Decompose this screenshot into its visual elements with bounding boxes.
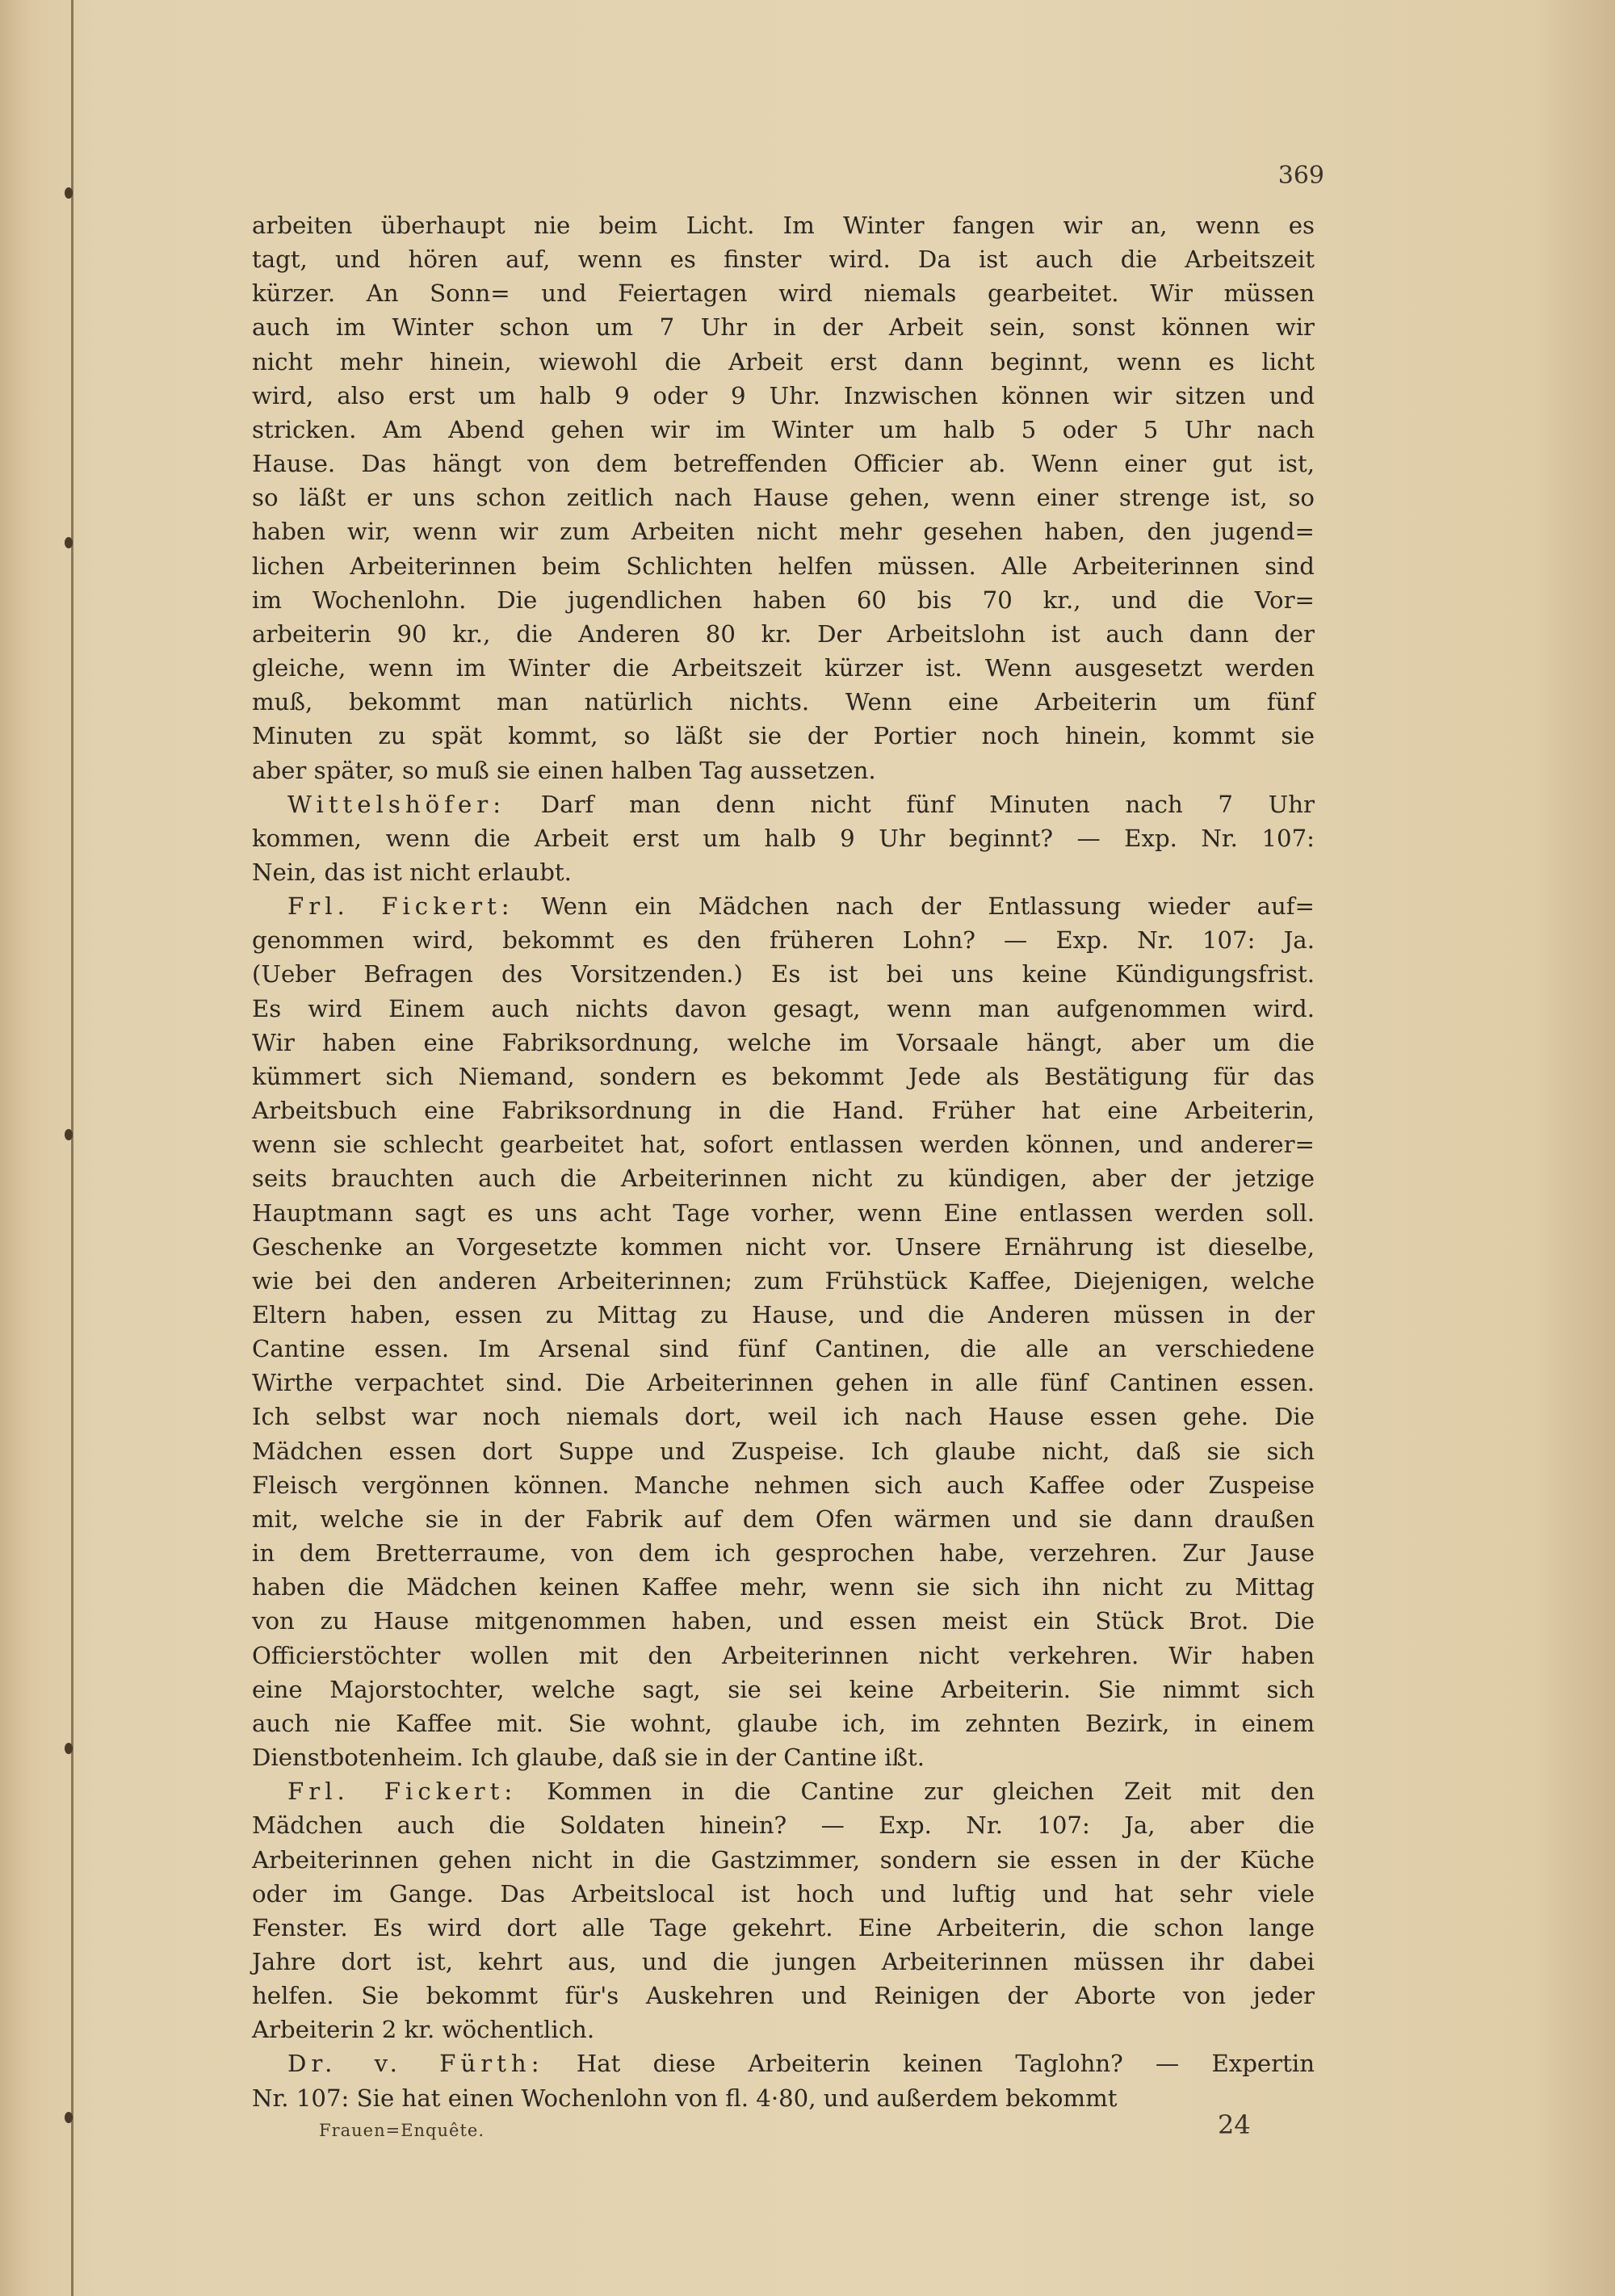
- line-text: Officierstöchter wollen mit den Arbeiterinnen nicht verkehren. Wir haben: [252, 1641, 1315, 1669]
- text-line: [252, 549, 1315, 583]
- text-line: [252, 379, 1315, 413]
- line-text: Mädchen essen dort Suppe und Zuspeise. Ich glaube nicht, daß sie sich: [252, 1437, 1315, 1465]
- text-line: [252, 1502, 1315, 1536]
- text-line: [252, 276, 1315, 310]
- binding-mark: [65, 1129, 73, 1140]
- line-text: Geschenke an Vorgesetzte kommen nicht vor. Unsere Ernährung ist dieselbe,: [252, 1232, 1315, 1261]
- line-text: kommen, wenn die Arbeit erst um halb 9 Uhr beginnt? — Exp. Nr. 107:: [252, 824, 1315, 852]
- line-text: Eltern haben, essen zu Mittag zu Hause, und die Anderen müssen in der: [252, 1301, 1315, 1328]
- text-line: [252, 617, 1315, 651]
- speaker-name: Frl. Fickert:: [287, 1778, 518, 1806]
- text-line: [252, 923, 1315, 957]
- text-line: [252, 1945, 1315, 1979]
- text-line: [252, 1639, 1315, 1673]
- text-line: [252, 719, 1315, 753]
- speaker-name: Wittelshöfer:: [287, 790, 506, 818]
- line-text: Fleisch vergönnen können. Manche nehmen sich auch Kaffee oder Zuspeise: [252, 1471, 1315, 1499]
- line-text: Arbeitsbuch eine Fabriksordnung in die Hand. Früher hat eine Arbeiterin,: [252, 1097, 1315, 1125]
- line-text: im Wochenlohn. Die jugendlichen haben 60 bis 70 kr., und die Vor=: [252, 586, 1315, 614]
- text-line: [252, 1979, 1315, 2013]
- footer-title: Frauen=Enquête.: [319, 2121, 484, 2140]
- text-line: [252, 1706, 1315, 1740]
- binding-mark: [65, 2112, 73, 2123]
- signature-mark: 24: [1218, 2109, 1251, 2140]
- line-text: seits brauchten auch die Arbeiterinnen nicht zu kündigen, aber der jetzige: [252, 1165, 1315, 1193]
- line-text: wenn sie schlecht gearbeitet hat, sofort entlassen werden können, und anderer=: [252, 1131, 1315, 1159]
- line-text: haben wir, wenn wir zum Arbeiten nicht mehr gesehen haben, den jugend=: [252, 518, 1315, 546]
- text-line: [252, 685, 1315, 719]
- line-text: eine Majorstochter, welche sagt, sie sei keine Arbeiterin. Sie nimmt sich: [252, 1675, 1315, 1703]
- line-text: wie bei den anderen Arbeiterinnen; zum Frühstück Kaffee, Diejenigen, welche: [252, 1266, 1315, 1295]
- text-line: [252, 1093, 1315, 1127]
- line-text: Arbeiterin 2 kr. wöchentlich.: [252, 2016, 595, 2044]
- text-line: [252, 1230, 1315, 1264]
- line-text: Ich selbst war noch niemals dort, weil ich nach Hause essen gehe. Die: [252, 1403, 1315, 1431]
- text-line: [252, 242, 1315, 276]
- text-line: [252, 2081, 1315, 2115]
- line-text: lichen Arbeiterinnen beim Schlichten helfen müssen. Alle Arbeiterinnen sind: [252, 552, 1315, 580]
- text-line: [252, 1774, 1315, 1808]
- line-text: Cantine essen. Im Arsenal sind fünf Cantinen, die alle an verschiedene: [252, 1335, 1315, 1363]
- text-line: [252, 413, 1315, 447]
- line-text: von zu Hause mitgenommen haben, und essen meist ein Stück Brot. Die: [252, 1607, 1315, 1635]
- line-text: arbeiten überhaupt nie beim Licht. Im Winter fangen wir an, wenn es: [252, 212, 1315, 239]
- line-text: Darf man denn nicht fünf Minuten nach 7 Uhr: [540, 790, 1315, 818]
- line-text: Hause. Das hängt von dem betreffenden Officier ab. Wenn einer gut ist,: [252, 450, 1315, 478]
- text-line: [252, 1264, 1315, 1298]
- text-line: [252, 514, 1315, 548]
- text-line: [252, 753, 1315, 787]
- text-line: [252, 1161, 1315, 1195]
- binding-mark: [65, 537, 73, 548]
- text-line: [252, 1570, 1315, 1604]
- text-line: [252, 1911, 1315, 1945]
- text-line: [252, 447, 1315, 481]
- line-text: gleiche, wenn im Winter die Arbeitszeit kürzer ist. Wenn ausgesetzt werden: [252, 654, 1315, 682]
- line-text: (Ueber Befragen des Vorsitzenden.) Es ist bei uns keine Kündigungsfrist.: [252, 960, 1315, 988]
- speaker-name: Dr. v. Fürth:: [287, 2050, 544, 2078]
- line-text: Kommen in die Cantine zur gleichen Zeit mit den: [547, 1778, 1315, 1806]
- line-text: Jahre dort ist, kehrt aus, und die jungen Arbeiterinnen müssen ihr dabei: [252, 1947, 1315, 1975]
- line-text: kürzer. An Sonn= und Feiertagen wird niemals gearbeitet. Wir müssen: [252, 279, 1315, 308]
- page-number: 369: [1277, 162, 1324, 190]
- text-line: [252, 310, 1315, 344]
- paragraph: [252, 787, 1315, 889]
- line-text: Mädchen auch die Soldaten hinein? — Exp. Nr. 107: Ja, aber die: [252, 1811, 1315, 1840]
- binding-mark: [65, 1743, 73, 1754]
- text-line: [252, 651, 1315, 685]
- text-line: [252, 1127, 1315, 1161]
- line-text: Wir haben eine Fabriksordnung, welche im Vorsaale hängt, aber um die: [252, 1028, 1315, 1056]
- line-text: Es wird Einem auch nichts davon gesagt, wenn man aufgenommen wird.: [252, 994, 1315, 1022]
- text-line: [252, 1468, 1315, 1502]
- paragraph: [252, 1774, 1315, 2046]
- text-line: [252, 1808, 1315, 1842]
- line-text: Minuten zu spät kommt, so läßt sie der Portier noch hinein, kommt sie: [252, 722, 1315, 750]
- line-text: genommen wird, bekommt es den früheren Lohn? — Exp. Nr. 107: Ja.: [252, 926, 1315, 955]
- line-text: Hat diese Arbeiterin keinen Taglohn? — Expertin: [576, 2050, 1315, 2078]
- line-text: nicht mehr hinein, wiewohl die Arbeit erst dann beginnt, wenn es licht: [252, 347, 1315, 376]
- text-line: [252, 2046, 1315, 2080]
- line-text: auch im Winter schon um 7 Uhr in der Arbeit sein, sonst können wir: [252, 313, 1315, 342]
- paragraph: [252, 208, 1315, 787]
- binding-mark: [65, 187, 73, 199]
- text-line: [252, 1604, 1315, 1638]
- text-line: [252, 1060, 1315, 1093]
- line-text: mit, welche sie in der Fabrik auf dem Ofen wärmen und sie dann draußen: [252, 1505, 1315, 1533]
- line-text: haben die Mädchen keinen Kaffee mehr, wenn sie sich ihn nicht zu Mittag: [252, 1573, 1315, 1601]
- spine-edge: [71, 0, 73, 2296]
- text-line: [252, 208, 1315, 242]
- line-text: Arbeiterinnen gehen nicht in die Gastzimmer, sondern sie essen in der Küche: [252, 1845, 1315, 1874]
- line-text: auch nie Kaffee mit. Sie wohnt, glaube ich, im zehnten Bezirk, in einem: [252, 1709, 1315, 1737]
- text-line: [252, 1740, 1315, 1774]
- line-text: oder im Gange. Das Arbeitslocal ist hoch und luftig und hat sehr viele: [252, 1879, 1315, 1908]
- line-text: Hauptmann sagt es uns acht Tage vorher, wenn Eine entlassen werden soll.: [252, 1198, 1315, 1227]
- text-line: [252, 1298, 1315, 1332]
- text-line: [252, 1400, 1315, 1433]
- text-line: [252, 889, 1315, 923]
- line-text: aber später, so muß sie einen halben Tag aussetzen.: [252, 756, 876, 784]
- text-line: [252, 481, 1315, 514]
- line-text: Fenster. Es wird dort alle Tage gekehrt. Eine Arbeiterin, die schon lange: [252, 1913, 1315, 1941]
- speaker-name: Frl. Fickert:: [287, 892, 514, 921]
- line-text: tagt, und hören auf, wenn es finster wird. Da ist auch die Arbeitszeit: [252, 246, 1315, 274]
- line-text: stricken. Am Abend gehen wir im Winter um halb 5 oder 5 Uhr nach: [252, 415, 1315, 443]
- line-text: arbeiterin 90 kr., die Anderen 80 kr. Der Arbeitslohn ist auch dann der: [252, 619, 1315, 648]
- line-text: kümmert sich Niemand, sondern es bekommt Jede als Bestätigung für das: [252, 1062, 1315, 1090]
- line-text: Nr. 107: Sie hat einen Wochenlohn von fl. 4·80, und außerdem bekommt: [252, 2084, 1118, 2112]
- line-text: Dienstbotenheim. Ich glaube, daß sie in der Cantine ißt.: [252, 1744, 925, 1772]
- line-text: Wirthe verpachtet sind. Die Arbeiterinnen gehen in alle fünf Cantinen essen.: [252, 1369, 1315, 1397]
- line-text: Nein, das ist nicht erlaubt.: [252, 858, 572, 886]
- line-text: helfen. Sie bekommt für's Auskehren und Reinigen der Aborte von jeder: [252, 1982, 1315, 2010]
- line-text: muß, bekommt man natürlich nichts. Wenn eine Arbeiterin um fünf: [252, 688, 1315, 716]
- text-line: [252, 583, 1315, 617]
- text-line: [252, 1366, 1315, 1400]
- text-line: [252, 992, 1315, 1026]
- text-line: [252, 787, 1315, 821]
- text-line: [252, 1434, 1315, 1468]
- body-text: [252, 208, 1315, 2115]
- text-line: [252, 2013, 1315, 2046]
- paragraph: [252, 889, 1315, 1774]
- line-text: wird, also erst um halb 9 oder 9 Uhr. Inzwischen können wir sitzen und: [252, 381, 1315, 409]
- text-line: [252, 1843, 1315, 1877]
- text-line: [252, 345, 1315, 379]
- text-line: [252, 1877, 1315, 1911]
- line-text: so läßt er uns schon zeitlich nach Hause gehen, wenn einer strenge ist, so: [252, 484, 1315, 512]
- text-line: [252, 1196, 1315, 1230]
- text-line: [252, 1536, 1315, 1570]
- paragraph: [252, 2046, 1315, 2114]
- text-line: [252, 1673, 1315, 1706]
- text-line: [252, 821, 1315, 855]
- text-line: [252, 855, 1315, 889]
- text-line: [252, 1332, 1315, 1366]
- text-line: [252, 957, 1315, 991]
- line-text: in dem Bretterraume, von dem ich gesprochen habe, verzehren. Zur Jause: [252, 1539, 1315, 1568]
- line-text: Wenn ein Mädchen nach der Entlassung wieder auf=: [541, 892, 1315, 921]
- text-line: [252, 1026, 1315, 1060]
